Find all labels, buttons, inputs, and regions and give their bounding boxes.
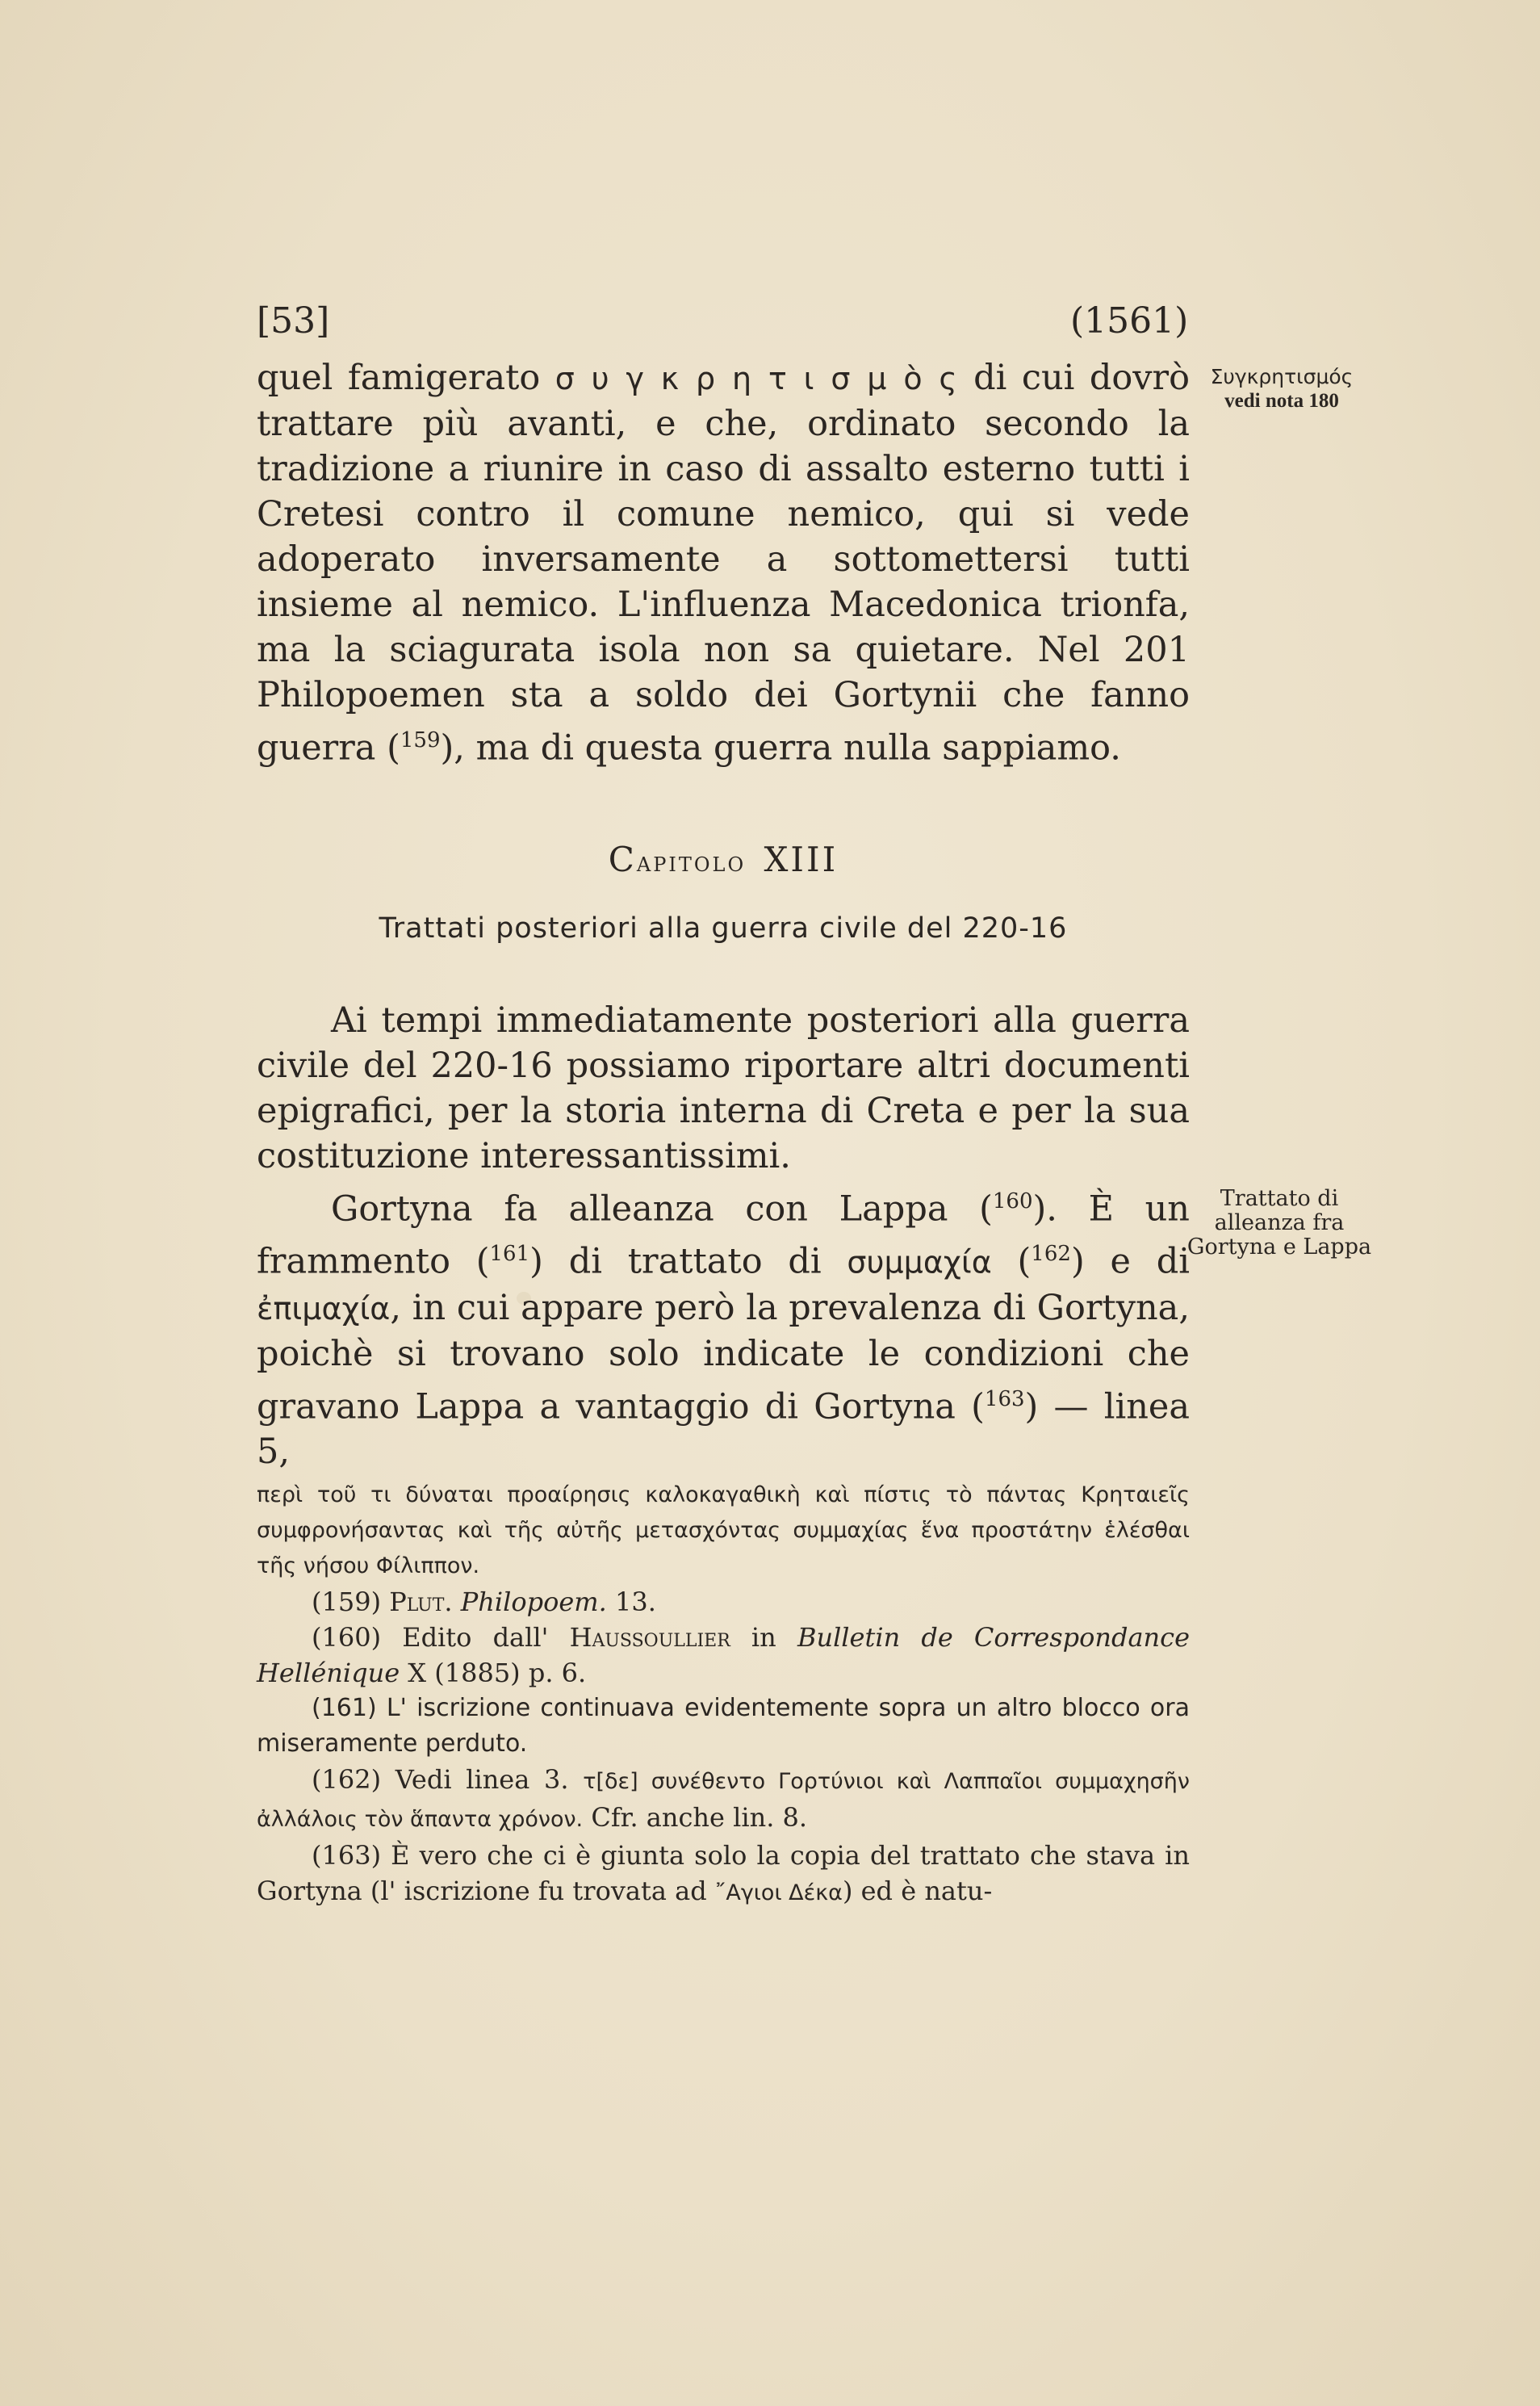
footnote-text: (162) Vedi linea 3. bbox=[312, 1764, 584, 1795]
margin-note-syncretism bbox=[1201, 365, 1362, 413]
footnote-ref[interactable]: 162 bbox=[1031, 1242, 1071, 1267]
text-run: ) — linea 5, bbox=[257, 1385, 1190, 1472]
footnote-161: (161) L' iscrizione continuava evidentemente sopra un altro blocco ora miseramente perduto. bbox=[257, 1694, 1190, 1758]
footnote-text: ) ed è natu- bbox=[842, 1876, 993, 1906]
footnote-greek: ῎Αγιοι Δέκα bbox=[714, 1880, 843, 1905]
paragraph-3 bbox=[257, 1179, 1190, 1474]
text-run: ). È un frammento ( bbox=[257, 1188, 1190, 1282]
footnote-text: X (1885) p. 6. bbox=[400, 1658, 587, 1688]
text-run: ), ma di questa guerra nulla sappiamo. bbox=[440, 727, 1121, 769]
footnote-162 bbox=[257, 1762, 1190, 1838]
footnote-work: Philopoem. bbox=[460, 1587, 607, 1617]
text-run: , in cui appare però la prevalenza di Gortyna, poichè si trovano solo indicate le condizioni che gravano Lappa a vantaggio di Gortyna ( bbox=[257, 1287, 1190, 1427]
footnote-author: Plut. bbox=[389, 1587, 453, 1617]
chapter-prefix-initial: C bbox=[608, 840, 637, 879]
text-run: di cui dovrò trattare più avanti, e che, ordinato secondo la tradizione a riunire in caso di assalto esterno tutti i Cretesi contro il comune nemico, qui si vede adoperato inversamente a sottomettersi tutti insieme al nemico. L'influenza Macedonica trionfa, ma la sciagurata isola non sa quietare. Nel 201 Philopoemen sta a soldo dei Gortynii che fanno guerra ( bbox=[257, 358, 1190, 769]
footnote-ref[interactable]: 161 bbox=[489, 1242, 530, 1267]
footnote-text: 13. bbox=[606, 1587, 656, 1617]
chapter-number: XIII bbox=[764, 840, 839, 879]
page-number-left: [53] bbox=[257, 300, 330, 342]
margin-note-ref: vedi nota 180 bbox=[1224, 390, 1339, 412]
chapter-title bbox=[257, 840, 1190, 879]
margin-note-line: Gortyna e Lappa bbox=[1186, 1234, 1372, 1260]
footnotes bbox=[257, 1478, 1190, 1911]
footnote-160 bbox=[257, 1620, 1190, 1691]
footnote-text: (160) Edito dall' bbox=[312, 1622, 570, 1653]
footnote-163 bbox=[257, 1838, 1190, 1911]
footnote-ref[interactable]: 160 bbox=[992, 1189, 1033, 1213]
margin-note-treaty bbox=[1186, 1187, 1372, 1260]
text-run: ) e di bbox=[1070, 1241, 1190, 1282]
paragraph-text: Ai tempi immediatamente posteriori alla guerra civile del 220-16 possiamo riportare altri documenti epigrafici, per la storia interna di Creta e per la sua costituzione interessantissimi. bbox=[257, 1000, 1190, 1176]
chapter-subtitle: Trattati posteriori alla guerra civile del 220-16 bbox=[379, 912, 1068, 945]
footnote-text: (163) È vero che ci è giunta solo la copia del trattato che stava in Gortyna (l' iscrizione fu trovata ad bbox=[257, 1840, 1190, 1906]
margin-note-line: Trattato di bbox=[1220, 1186, 1339, 1211]
footnote-text: in bbox=[730, 1622, 797, 1653]
footnote-159 bbox=[257, 1584, 1190, 1620]
chapter-prefix: apitolo bbox=[636, 846, 747, 878]
text-run: quel famigerato bbox=[257, 358, 555, 398]
footnote-ref[interactable]: 163 bbox=[984, 1386, 1025, 1411]
top-paragraph bbox=[257, 355, 1190, 770]
footnote-greek: τ[δε] συνέθεντο Γορτύνιοι καὶ Λαππαῖοι συμμαχησῆν ἀλλάλοις τὸν ἅπαντα χρόνον. bbox=[257, 1769, 1190, 1832]
footnote-author: Haussoullier bbox=[569, 1622, 730, 1653]
margin-note-line: alleanza fra bbox=[1214, 1210, 1345, 1235]
text-run: Gortyna fa alleanza con Lappa ( bbox=[331, 1188, 993, 1230]
greek-term: συμμαχία bbox=[847, 1244, 992, 1281]
footnote-work: Bulletin de Correspondance Hellénique bbox=[257, 1622, 1191, 1688]
footnote-ref[interactable]: 159 bbox=[400, 728, 441, 752]
paragraph-2 bbox=[257, 998, 1190, 1179]
footnote-number: (159) bbox=[312, 1587, 390, 1617]
margin-note-greek: Συγκρητισμός bbox=[1210, 365, 1354, 388]
greek-term: σ υ γ κ ρ η τ ι σ μ ὸ ς bbox=[554, 361, 959, 396]
page-number-right: (1561) bbox=[1070, 300, 1189, 342]
text-run: ) di trattato di bbox=[529, 1241, 847, 1282]
footnote-greek-continuation: περὶ τοῦ τι δύναται προαίρησις καλοκαγαθικὴ καὶ πίστις τὸ πάντας Κρηταιεῖς συμφρονήσαντας καὶ τῆς αὐτῆς μετασχόντας συμμαχίας ἕνα προστάτην ἑλέσθαι τῆς νήσου Φίλιππον. bbox=[257, 1482, 1190, 1578]
footnote-text: Cfr. anche lin. 8. bbox=[583, 1802, 808, 1833]
greek-term: ἐπιμαχία bbox=[257, 1290, 391, 1327]
text-run: ( bbox=[991, 1241, 1032, 1282]
